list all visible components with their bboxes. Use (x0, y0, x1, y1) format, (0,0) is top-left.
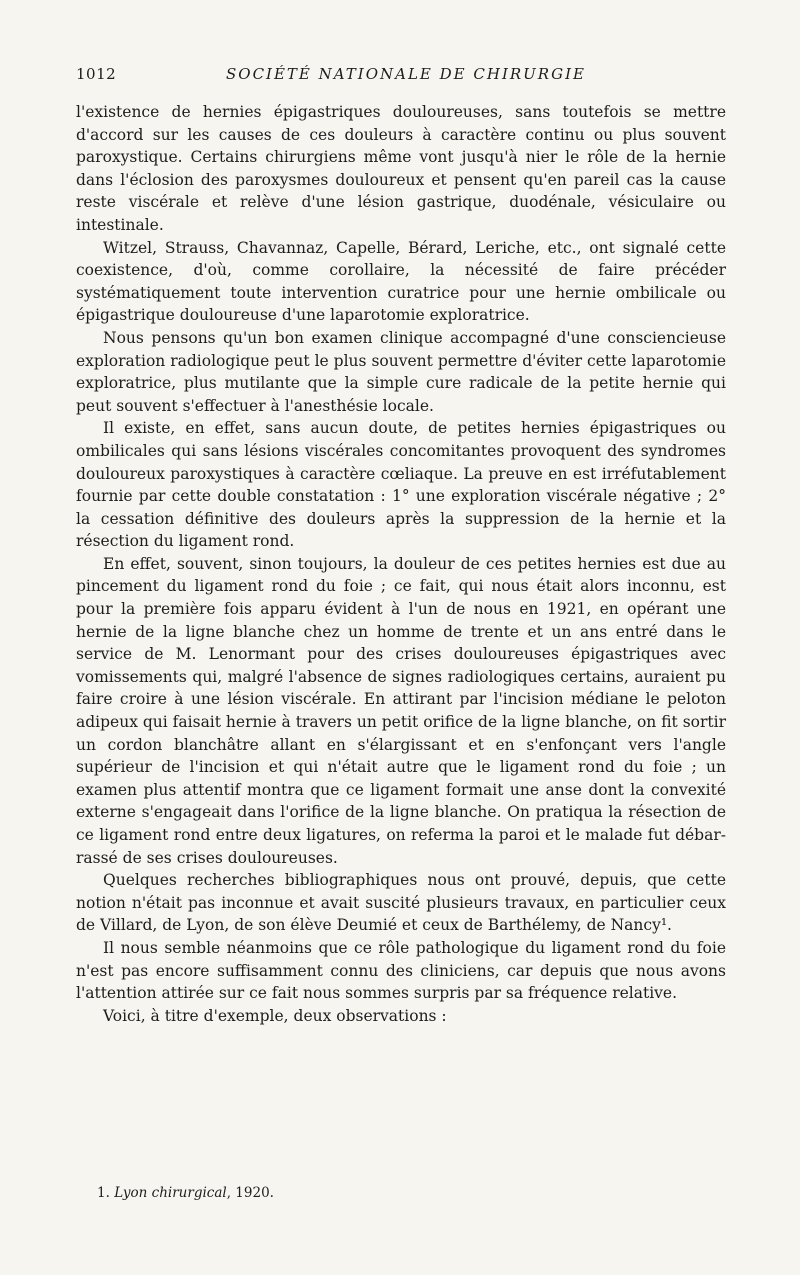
paragraph: Il existe, en effet, sans aucun doute, de petites hernies épigastriques ou ombilicales qui sans lésions viscérales concomitantes provoquent des syndromes douloureux paroxystiques à caractère cœliaque. La preuve en est irréfutablement fournie par cette double constatation : 1° une exploration viscérale négative ; 2° la cessation définitive des douleurs après la suppression de la hernie et la résection du ligament rond. (76, 419, 726, 551)
paragraph: Il nous semble néanmoins que ce rôle pathologique du ligament rond du foie n'est pas encore suffisamment connu des cliniciens, car depuis que nous avons l'attention attirée sur ce fait nous sommes surpris par sa fréquence relative. (76, 938, 726, 1003)
paragraph: Witzel, Strauss, Chavannaz, Capelle, Bérard, Leriche, etc., ont signalé cette coexistence, d'où, comme corollaire, la nécessité de faire précéder systématiquement toute intervention curatrice pour une hernie ombilicale ou épigastrique douloureuse d'une laparotomie exploratrice. (76, 238, 726, 325)
footnote-year: , 1920. (226, 1185, 274, 1201)
page-header (76, 60, 726, 88)
page (76, 60, 726, 1027)
paragraph: Quelques recherches bibliographiques nous ont prouvé, depuis, que cette notion n'était pas inconnue et avait suscité plusieurs travaux, en particulier ceux de Villard, de Lyon, de son élève Deumié et ceux de Barthélemy, de Nancy¹. (76, 871, 726, 935)
footnote (97, 1185, 274, 1201)
paragraph: Nous pensons qu'un bon examen clinique accompagné d'une consciencieuse exploration radiologique peut le plus souvent permettre d'éviter cette laparotomie exploratrice, plus mutilante que la simple cure radicale de la petite hernie qui peut souvent s'effectuer à l'anesthésie locale. (76, 328, 726, 415)
running-title: SOCIÉTÉ NATIONALE DE CHIRURGIE (226, 65, 586, 83)
paragraph: En effet, souvent, sinon toujours, la douleur de ces petites hernies est due au pincement du ligament rond du foie ; ce fait, qui nous était alors inconnu, est pour la première fois apparu évident à l'un de nous en 1921, en opérant une hernie de la ligne blanche chez un homme de trente et un ans entré dans le service de M. Lenormant pour des crises douloureuses épigastriques avec vomissements qui, malgré l'absence de signes radiologiques certains, auraient pu faire croire à une lésion viscérale. En attirant par l'incision médiane le peloton adipeux qui faisait hernie à travers un petit orifice de la ligne blanche, on fit sortir un cordon blanchâtre allant en s'élargissant et en s'enfonçant vers l'angle supérieur de l'incision et qui n'était autre que le ligament rond du foie ; un examen plus attentif montra que ce ligament formait une anse dont la convexité externe s'engageait dans l'orifice de la ligne blanche. On pratiqua la résection de ce ligament rond entre deux ligatures, on referma la paroi et le malade fut débarrassé de ses crises douloureuses. (76, 554, 726, 867)
footnote-marker: 1. (97, 1185, 110, 1201)
footnote-journal: Lyon chirurgical (114, 1185, 227, 1201)
paragraph: l'existence de hernies épigastriques douloureuses, sans toutefois se mettre d'accord sur les causes de ces douleurs à caractère continu ou plus souvent paroxystique. Certains chirurgiens même vont jusqu'à nier le rôle de la hernie dans l'éclosion des paroxysmes douloureux et pensent qu'en pareil cas la cause reste viscérale et relève d'une lésion gastrique, duodénale, vésiculaire ou intestinale. (76, 103, 726, 234)
body-text (76, 101, 726, 1027)
page-number: 1012 (76, 65, 117, 83)
paragraph: Voici, à titre d'exemple, deux observations : (103, 1006, 447, 1025)
